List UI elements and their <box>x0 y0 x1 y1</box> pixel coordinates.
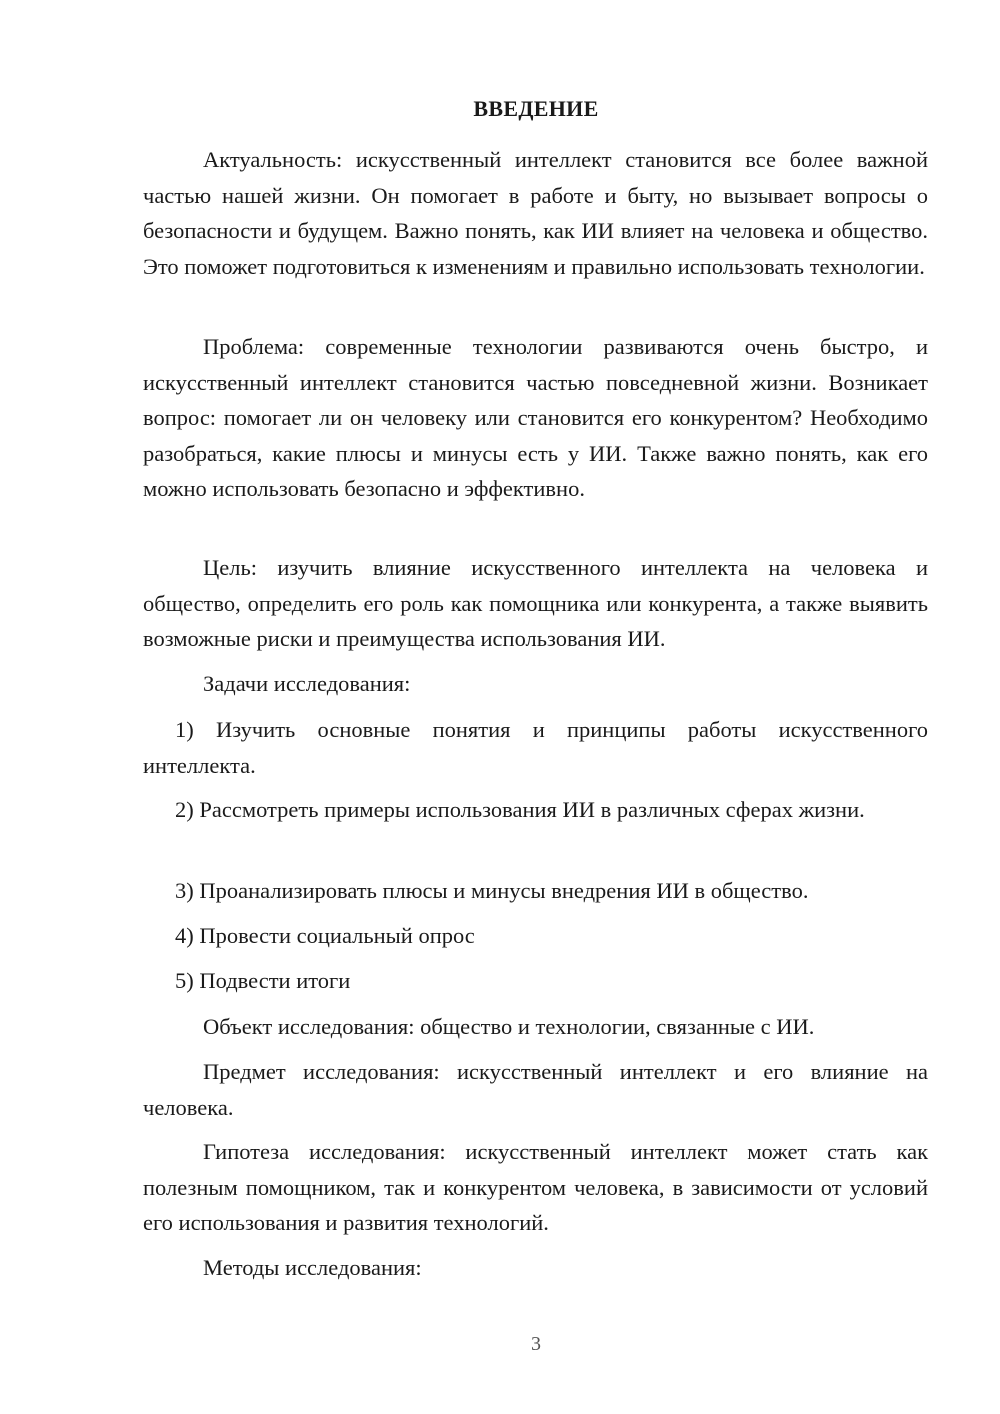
object-paragraph: Объект исследования: общество и технологии, связанные с ИИ. <box>203 1014 815 1039</box>
subject-paragraph: Предмет исследования: искусственный интеллект и его влияние на человека. <box>143 1059 928 1120</box>
task-item-5: 5) Подвести итоги <box>175 968 351 993</box>
tasks-heading: Задачи исследования: <box>203 671 411 696</box>
task-item-4: 4) Провести социальный опрос <box>175 923 475 948</box>
task-item-2: 2) Рассмотреть примеры использования ИИ в различных сферах жизни. <box>175 797 865 822</box>
relevance-paragraph: Актуальность: искусственный интеллект становится все более важной частью нашей жизни. Он помогает в работе и быту, но вызывает вопросы о безопасности и будущем. Важно понять, как ИИ влияет на человека и общество. Это поможет подготовиться к изменениям и правильно использовать технологии. <box>143 147 928 279</box>
problem-paragraph: Проблема: современные технологии развиваются очень быстро, и искусственный интеллект становится частью повседневной жизни. Возникает вопрос: помогает ли он человеку или становится его конкурентом? Необходимо разобраться, какие плюсы и минусы есть у ИИ. Также важно понять, как его можно использовать безопасно и эффективно. <box>143 334 928 501</box>
methods-heading: Методы исследования: <box>203 1255 422 1280</box>
page-title: ВВЕДЕНИЕ <box>473 96 599 121</box>
goal-paragraph: Цель: изучить влияние искусственного интеллекта на человека и общество, определить его роль как помощника или конкурента, а также выявить возможные риски и преимущества использования ИИ. <box>143 555 928 651</box>
page-number: 3 <box>531 1333 541 1355</box>
task-item-1: 1) Изучить основные понятия и принципы работы искусственного интеллекта. <box>143 717 928 778</box>
hypothesis-paragraph: Гипотеза исследования: искусственный интеллект может стать как полезным помощником, так и конкурентом человека, в зависимости от условий его использования и развития технологий. <box>143 1139 928 1235</box>
task-item-3: 3) Проанализировать плюсы и минусы внедрения ИИ в общество. <box>175 878 809 903</box>
